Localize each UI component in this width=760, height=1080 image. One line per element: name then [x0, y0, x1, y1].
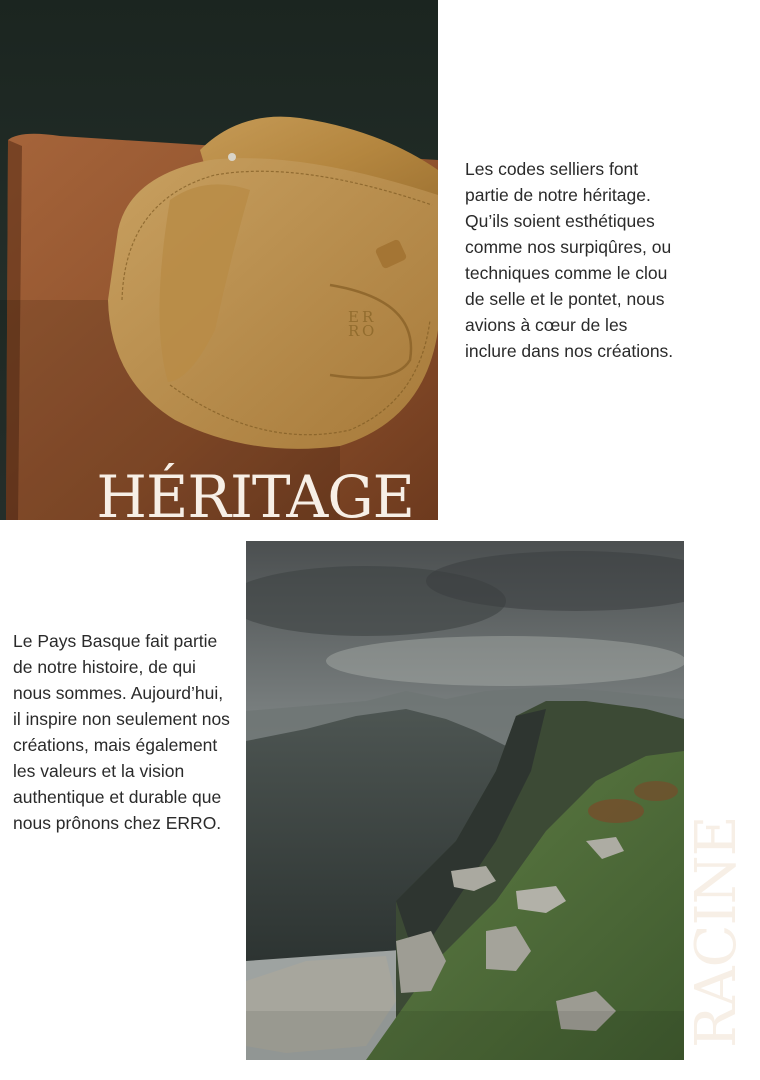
svg-text:R: R	[362, 308, 374, 326]
svg-text:O: O	[362, 322, 375, 340]
mountain-illustration	[246, 541, 684, 1060]
heritage-title: HÉRITAGE	[96, 463, 414, 531]
heritage-paragraph: Les codes selliers font partie de notre héritage. Qu’ils soient esthétiques comme nos surpiqûres, ou techniques comme le clou de selle et le pontet, nous avions à cœur de les inclure dans nos créations.	[465, 159, 674, 361]
racine-paragraph: Le Pays Basque fait partie de notre histoire, de qui nous sommes. Aujourd’hui, il inspire non seulement nos créations, mais également les valeurs et la vision authentique et durable que nous prônons chez ERRO.	[13, 631, 230, 833]
mountain-landscape-photo	[246, 541, 684, 1060]
svg-text:R: R	[348, 322, 360, 340]
racine-title: RACINE	[684, 816, 749, 1048]
erro-logo: E	[348, 308, 359, 326]
saddle-illustration	[0, 0, 438, 520]
saddle-photo	[0, 0, 438, 520]
